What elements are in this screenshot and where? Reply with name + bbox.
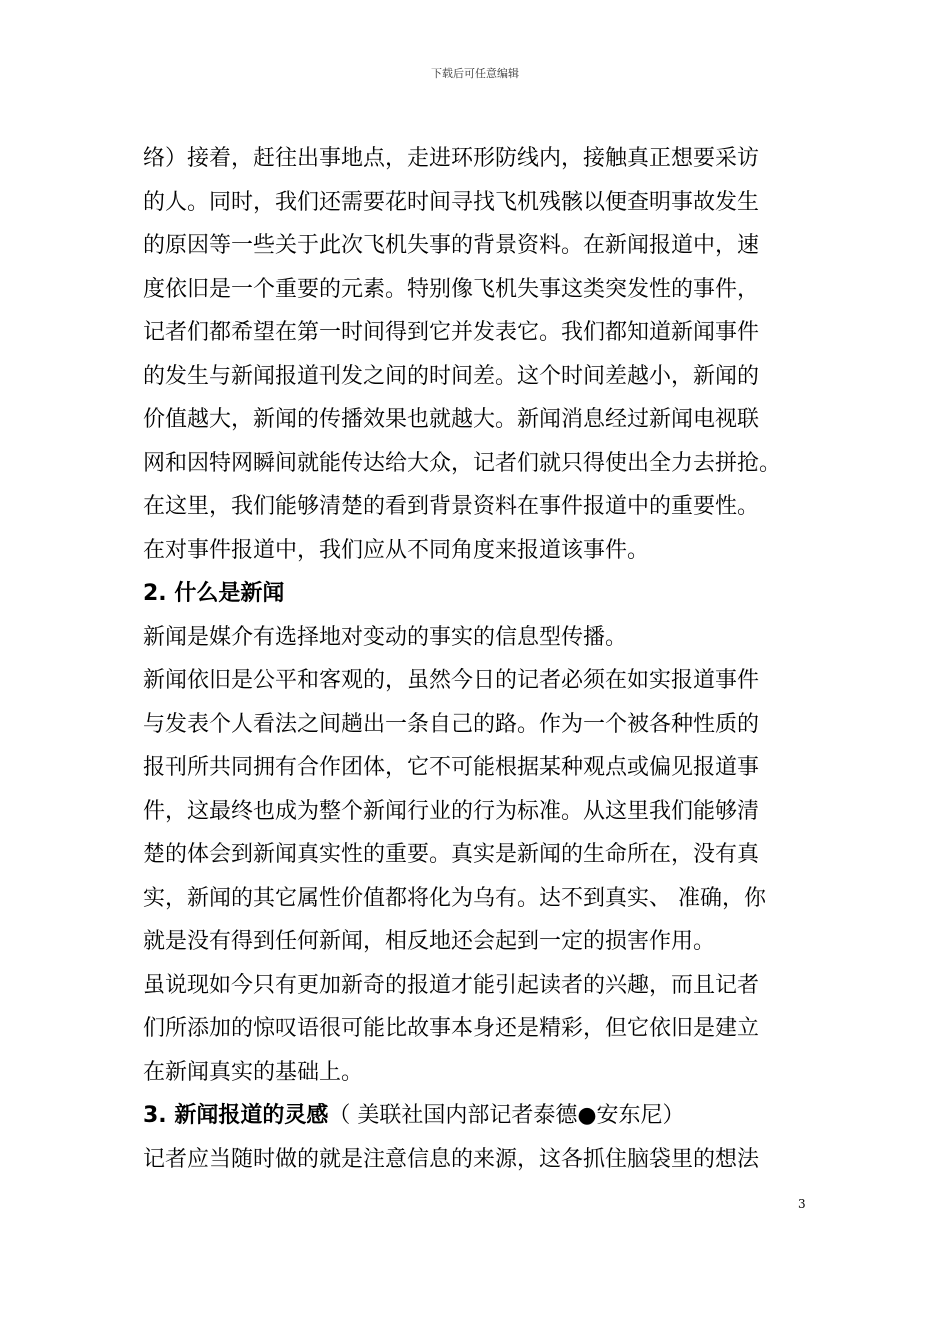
text-line: 网和因特网瞬间就能传达给大众，记者们就只得使出全力去拼抢。 [143,450,782,476]
text-line: 与发表个人看法之间趟出一条自己的路。作为一个被各种性质的 [143,711,760,737]
text-line: 新闻是媒介有选择地对变动的事实的信息型传播。 [143,624,628,650]
text-line: 们所添加的惊叹语很可能比故事本身还是精彩，但它依旧是建立 [143,1016,760,1041]
section-heading: 2. 什么是新闻 [143,581,285,606]
text-line: 楚的体会到新闻真实性的重要。真实是新闻的生命所在，没有真 [143,842,760,867]
text-line: 记者应当随时做的就是注意信息的来源，这各抓住脑袋里的想法 [143,1146,760,1172]
text-line: 价值越大，新闻的传播效果也就越大。新闻消息经过新闻电视联 [143,407,760,432]
page-number: 3 [798,1197,806,1211]
text-line: 报刊所共同拥有合作团体，它不可能根据某种观点或偏见报道事 [143,755,760,780]
section-heading-attribution: （ 美联社国内部记者泰德●安东尼） [328,1103,685,1128]
document-body [143,137,808,1181]
text-line: 实，新闻的其它属性价值都将化为乌有。达不到真实、 准确，你 [143,885,766,911]
section-heading-title: 3. 新闻报道的灵感 [143,1103,329,1128]
text-line: 度依旧是一个重要的元素。特别像飞机失事这类突发性的事件， [143,276,760,302]
section-heading [143,1094,808,1138]
text-line: 络）接着，赶往出事地点，走进环形防线内，接触真正想要采访 [143,146,760,171]
text-line: 就是没有得到任何新闻，相反地还会起到一定的损害作用。 [143,929,716,954]
text-line: 新闻依旧是公平和客观的，虽然今日的记者必须在如实报道事件 [143,668,760,693]
text-line: 的原因等一些关于此次飞机失事的背景资料。在新闻报道中，速 [143,233,760,258]
text-line: 的人。同时，我们还需要花时间寻找飞机残骸以便查明事故发生 [143,189,760,215]
text-line: 记者们都希望在第一时间得到它并发表它。我们都知道新闻事件 [143,320,760,345]
text-line: 的发生与新闻报道刊发之间的时间差。这个时间差越小，新闻的 [143,363,760,389]
text-line: 在新闻真实的基础上。 [143,1059,364,1085]
text-line: 在这里，我们能够清楚的看到背景资料在事件报道中的重要性。 [143,494,760,519]
text-line: 在对事件报道中，我们应从不同角度来报道该事件。 [143,537,650,563]
text-line: 虽说现如今只有更加新奇的报道才能引起读者的兴趣，而且记者 [143,972,760,998]
text-line: 件，这最终也成为整个新闻行业的行为标准。从这里我们能够清 [143,798,760,824]
page-header: 下载后可任意编辑 [431,67,519,80]
